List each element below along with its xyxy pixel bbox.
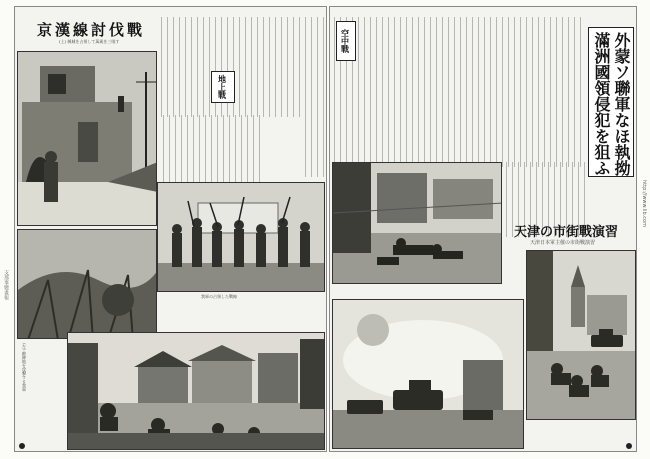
page-number-dot-left bbox=[19, 443, 25, 449]
left-article-text-right bbox=[305, 17, 325, 177]
page-number-dot-right bbox=[626, 443, 632, 449]
left-section-box: 地上戰 bbox=[211, 71, 235, 103]
right-margin-note: http://www.lib.com bbox=[641, 180, 647, 227]
left-article-text-mid bbox=[163, 115, 263, 185]
photo-tanks-smoke bbox=[332, 299, 524, 449]
sub-title: 滿洲國領侵犯を狙ふ bbox=[592, 32, 611, 176]
photo-soldiers-cheering bbox=[157, 182, 325, 292]
main-title-box bbox=[588, 27, 634, 177]
section-subtitle: 天津日本軍主催の市街戰演習 bbox=[530, 240, 596, 246]
photo-city-street bbox=[526, 250, 636, 420]
photo-street-battle bbox=[332, 162, 502, 284]
right-article-text-top bbox=[334, 17, 584, 167]
photo-fortress-gate bbox=[17, 51, 157, 226]
photo2-caption: (左) 敵陣地を攻撃する我軍 bbox=[22, 343, 27, 392]
main-title: 外蒙ソ聯軍なほ執拗 bbox=[612, 32, 631, 176]
left-page bbox=[14, 6, 327, 452]
section-title: 天津の市街戰演習 bbox=[514, 225, 619, 240]
photo-field-grass bbox=[17, 229, 157, 339]
left-margin-note: 支那事變畫報 bbox=[3, 270, 9, 300]
right-section-box: 空中戰 bbox=[336, 21, 356, 61]
headline-caption: (上) 縣城を占領して萬歳を三唱す bbox=[59, 39, 120, 44]
right-page bbox=[329, 6, 637, 452]
photo-town-street bbox=[67, 332, 325, 450]
left-headline: 京漢線討伐戰 bbox=[37, 21, 146, 39]
small-caption: 我軍の占領した戰線 bbox=[201, 294, 237, 299]
